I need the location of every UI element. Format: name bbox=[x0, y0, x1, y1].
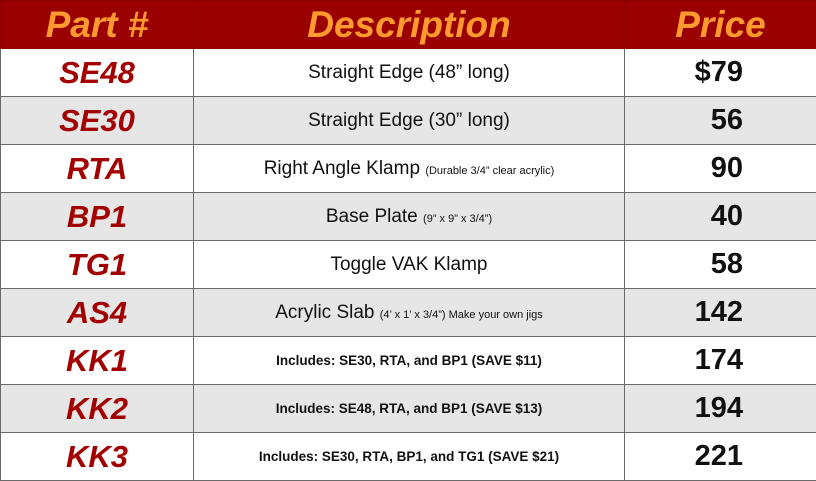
table-row bbox=[1, 49, 816, 97]
part-number: SE30 bbox=[1, 97, 194, 145]
price-value: 142 bbox=[685, 296, 743, 329]
description-cell bbox=[194, 241, 625, 289]
price-value: 174 bbox=[685, 344, 743, 377]
description-text: Straight Edge (48” long) bbox=[308, 62, 510, 83]
table-row bbox=[1, 145, 816, 193]
table-body bbox=[1, 49, 816, 481]
description-cell bbox=[194, 49, 625, 97]
table-row bbox=[1, 337, 816, 385]
table-header bbox=[1, 1, 816, 49]
description-cell bbox=[194, 433, 625, 481]
description-text: Right Angle Klamp bbox=[264, 158, 420, 179]
price-cell bbox=[625, 97, 816, 145]
header-price: Price bbox=[625, 1, 816, 49]
description-text: Includes: SE48, RTA, and BP1 (SAVE $13) bbox=[276, 401, 543, 416]
price-value: 90 bbox=[685, 152, 743, 185]
price-value: $79 bbox=[685, 56, 743, 89]
header-part: Part # bbox=[1, 1, 194, 49]
description-cell bbox=[194, 337, 625, 385]
description-detail: (4’ x 1’ x 3/4”) Make your own jigs bbox=[380, 309, 543, 321]
header-description: Description bbox=[194, 1, 625, 49]
part-number: TG1 bbox=[1, 241, 194, 289]
part-number: KK2 bbox=[1, 385, 194, 433]
description-text: Includes: SE30, RTA, BP1, and TG1 (SAVE $21) bbox=[259, 449, 559, 464]
price-value: 56 bbox=[685, 104, 743, 137]
price-cell bbox=[625, 145, 816, 193]
part-number: RTA bbox=[1, 145, 194, 193]
description-text: Base Plate bbox=[326, 206, 418, 227]
description-cell bbox=[194, 97, 625, 145]
price-cell bbox=[625, 241, 816, 289]
part-number: BP1 bbox=[1, 193, 194, 241]
part-number: SE48 bbox=[1, 49, 194, 97]
description-text: Toggle VAK Klamp bbox=[330, 254, 487, 275]
table-row bbox=[1, 97, 816, 145]
table-row bbox=[1, 241, 816, 289]
price-value: 40 bbox=[685, 200, 743, 233]
description-detail: (Durable 3/4” clear acrylic) bbox=[425, 165, 554, 177]
description-text: Acrylic Slab bbox=[275, 302, 374, 323]
table-row bbox=[1, 433, 816, 481]
price-cell bbox=[625, 433, 816, 481]
part-number: AS4 bbox=[1, 289, 194, 337]
price-cell bbox=[625, 49, 816, 97]
description-cell bbox=[194, 145, 625, 193]
price-cell bbox=[625, 385, 816, 433]
header-row bbox=[1, 1, 816, 49]
part-number: KK3 bbox=[1, 433, 194, 481]
price-cell bbox=[625, 193, 816, 241]
table-row bbox=[1, 193, 816, 241]
price-cell bbox=[625, 337, 816, 385]
table-row bbox=[1, 385, 816, 433]
description-text: Includes: SE30, RTA, and BP1 (SAVE $11) bbox=[276, 353, 542, 368]
description-cell bbox=[194, 193, 625, 241]
part-number: KK1 bbox=[1, 337, 194, 385]
description-detail: (9” x 9” x 3/4”) bbox=[423, 213, 492, 225]
description-cell bbox=[194, 385, 625, 433]
description-text: Straight Edge (30” long) bbox=[308, 110, 510, 131]
description-cell bbox=[194, 289, 625, 337]
price-value: 221 bbox=[685, 440, 743, 473]
price-value: 58 bbox=[685, 248, 743, 281]
price-value: 194 bbox=[685, 392, 743, 425]
table-row bbox=[1, 289, 816, 337]
price-cell bbox=[625, 289, 816, 337]
